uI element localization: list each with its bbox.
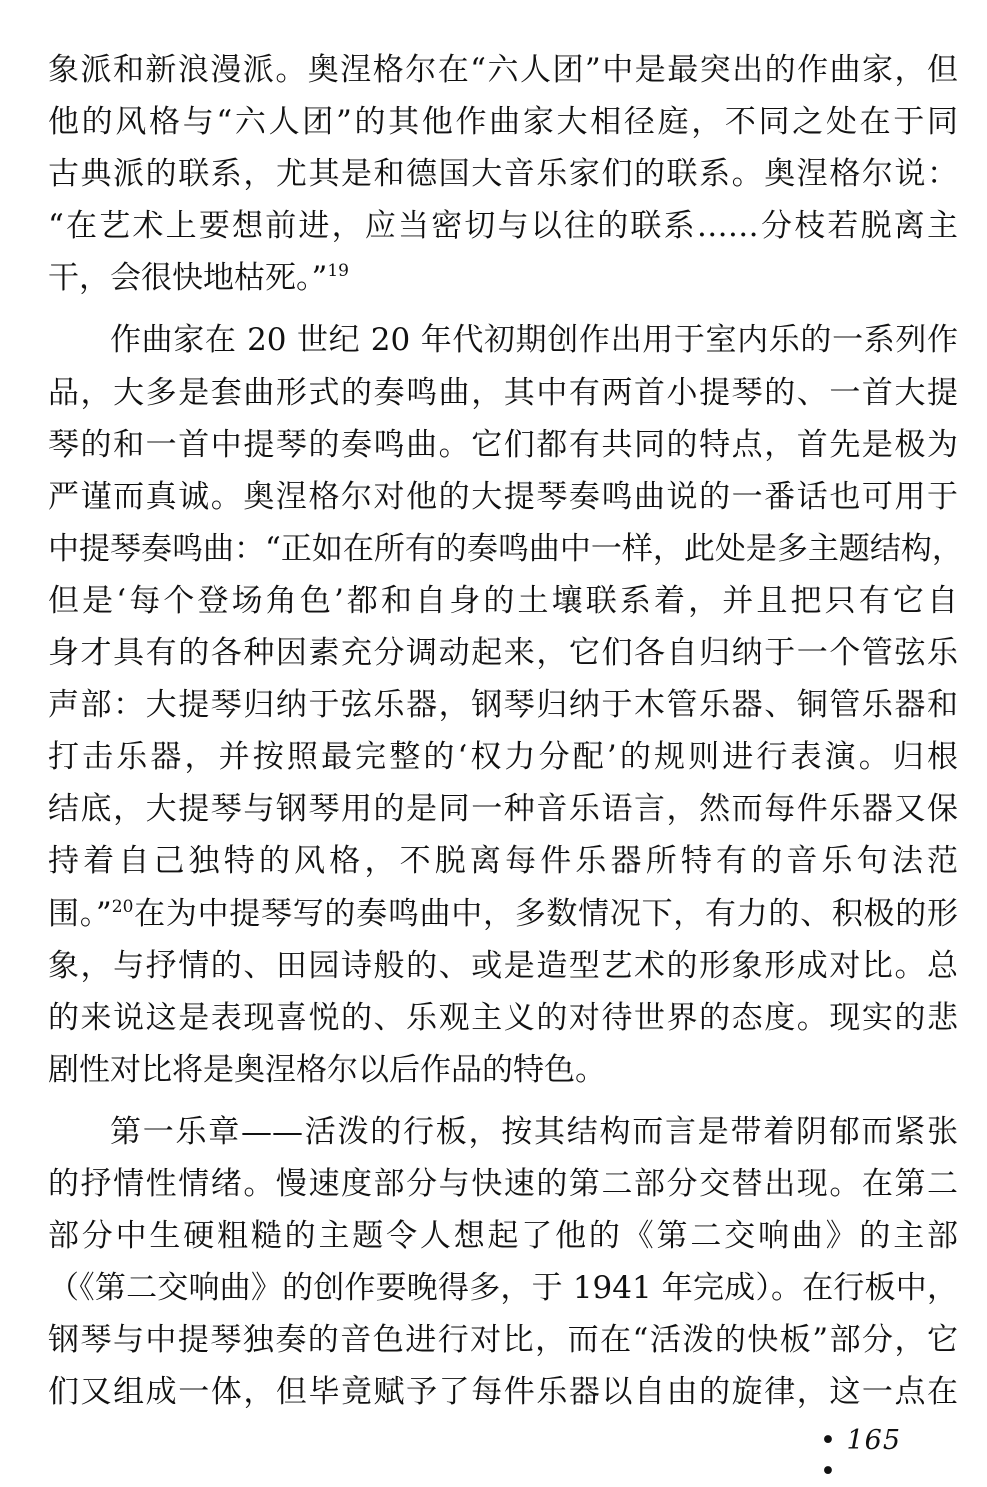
page-number: • 165 •	[820, 1425, 902, 1487]
text-line: 打击乐器，并按照最完整的‘权力分配’的规则进行表演。归根	[48, 739, 958, 776]
text-line: 的抒情性情绪。慢速度部分与快速的第二部分交替出现。在第二	[48, 1165, 958, 1202]
text-line: 但是‘每个登场角色’都和自身的土壤联系着，并且把只有它自	[48, 582, 958, 619]
paragraph-gap	[48, 304, 958, 314]
text-line: 结底，大提琴与钢琴用的是同一种音乐语言，然而每件乐器又保	[48, 791, 958, 828]
text-line: 他的风格与“六人团”的其他作曲家大相径庭，不同之处在于同	[48, 104, 958, 141]
text-line: 品，大多是套曲形式的奏鸣曲，其中有两首小提琴的、一首大提	[48, 374, 958, 411]
text-line: 中提琴奏鸣曲：“正如在所有的奏鸣曲中一样，此处是多主题结构，	[48, 530, 963, 567]
text-line: 作曲家在 20 世纪 20 年代初期创作出用于室内乐的一系列作	[110, 322, 958, 359]
text-line: 第一乐章——活泼的行板，按其结构而言是带着阴郁而紧张	[110, 1113, 958, 1150]
text-run: 干，会很快地枯死。”	[48, 260, 328, 297]
text-line: 钢琴与中提琴独奏的音色进行对比，而在“活泼的快板”部分，它	[48, 1322, 958, 1359]
text-line: 古典派的联系，尤其是和德国大音乐家们的联系。奥涅格尔说：	[48, 156, 958, 193]
text-line: “在艺术上要想前进，应当密切与以往的联系……分枝若脱离主	[48, 208, 958, 245]
paragraph-gap	[48, 1096, 958, 1106]
text-line	[48, 252, 958, 304]
text-line: 琴的和一首中提琴的奏鸣曲。它们都有共同的特点，首先是极为	[48, 426, 958, 463]
text-line: （《第二交响曲》的创作要晚得多，于 1941 年完成）。在行板中，	[48, 1270, 958, 1307]
text-line: 的来说这是表现喜悦的、乐观主义的对待世界的态度。现实的悲	[48, 999, 958, 1036]
text-line: 象派和新浪漫派。奥涅格尔在“六人团”中是最突出的作曲家，但	[48, 52, 958, 88]
text-line: 身才具有的各种因素充分调动起来，它们各自归纳于一个管弦乐	[48, 635, 958, 672]
text-line: 部分中生硬粗糙的主题令人想起了他的《第二交响曲》的主部	[48, 1218, 958, 1255]
text-line: 剧性对比将是奥涅格尔以后作品的特色。	[48, 1051, 606, 1088]
text-line: 持着自己独特的风格，不脱离每件乐器所特有的音乐句法范	[48, 843, 958, 880]
text-run: 围。”	[48, 895, 112, 932]
text-run: 在为中提琴写的奏鸣曲中，多数情况下，有力的、积极的形	[133, 895, 958, 932]
body-text	[48, 44, 963, 1418]
text-line: 们又组成一体，但毕竟赋予了每件乐器以自由的旋律，这一点在	[48, 1374, 958, 1411]
text-line: 象，与抒情的、田园诗般的、或是造型艺术的形象形成对比。总	[48, 947, 958, 984]
footnote-marker: 19	[327, 261, 349, 282]
text-line: 声部：大提琴归纳于弦乐器，钢琴归纳于木管乐器、铜管乐器和	[48, 687, 958, 724]
text-line	[48, 888, 958, 940]
text-line: 严谨而真诚。奥涅格尔对他的大提琴奏鸣曲说的一番话也可用于	[48, 478, 958, 515]
footnote-marker: 20	[111, 896, 134, 917]
